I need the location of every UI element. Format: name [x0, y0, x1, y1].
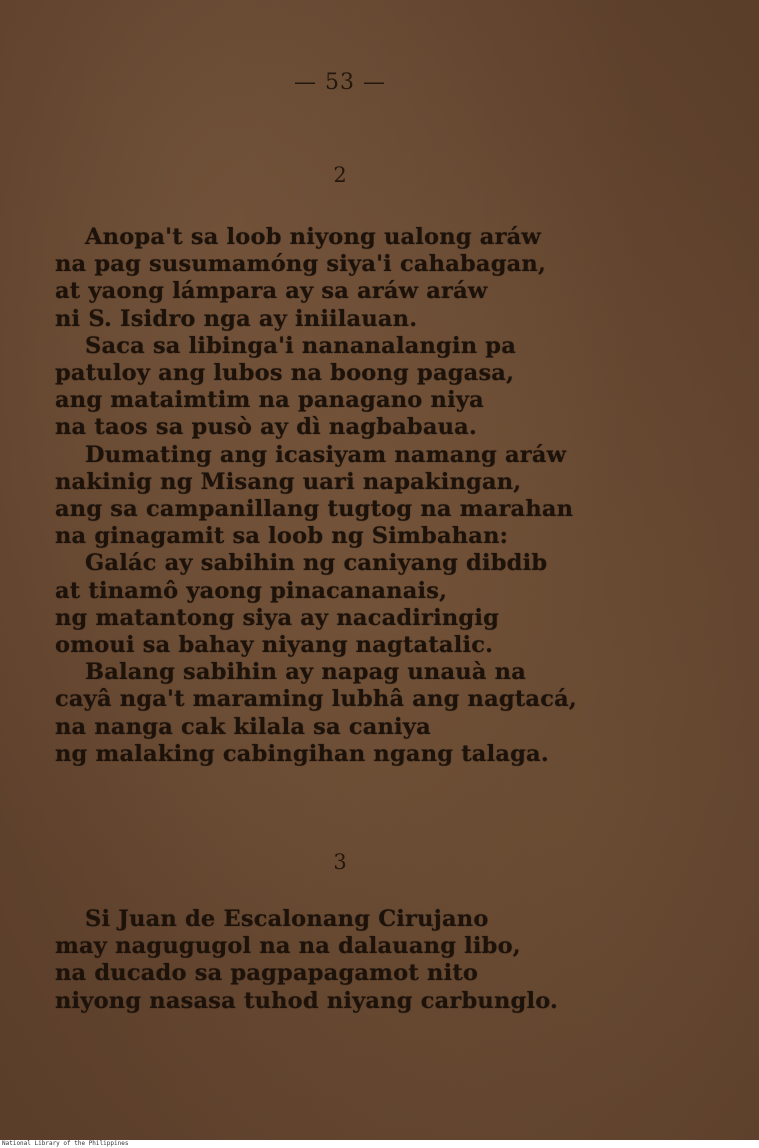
- verse-line: na ducado sa pagpapagamot nito: [55, 960, 479, 987]
- verse-line: na taos sa pusò ay dì nagbabaua.: [55, 414, 477, 441]
- verse-section-3: [55, 906, 675, 1015]
- verse-line: na nanga cak kilala sa caniya: [55, 713, 431, 740]
- verse-line: Balang sabihin ay napag unauà na: [85, 659, 526, 686]
- verse-line: ang mataimtim na panagano niya: [55, 387, 484, 414]
- verse-section-2: [55, 224, 675, 768]
- verse-line: ng matantong siya ay nacadiringig: [55, 604, 500, 631]
- verse-line: Saca sa libinga'i nananalangin pa: [85, 332, 517, 359]
- page-number: — 53 —: [294, 70, 386, 95]
- section-number-3: 3: [333, 850, 347, 874]
- verse-line: omoui sa bahay niyang nagtatalic.: [55, 632, 494, 659]
- verse-line: ni S. Isidro nga ay iniilauan.: [55, 305, 418, 332]
- verse-line: at yaong lámpara ay sa aráw aráw: [55, 278, 488, 305]
- verse-line: ng malaking cabingihan ngang talaga.: [55, 740, 549, 767]
- verse-line: patuloy ang lubos na boong pagasa,: [55, 360, 515, 387]
- verse-line: Dumating ang icasiyam namang aráw: [85, 441, 567, 468]
- verse-line: Si Juan de Escalonang Cirujano: [85, 906, 489, 932]
- verse-line: ang sa campanillang tugtog na marahan: [55, 496, 574, 523]
- verse-line: at tinamô yaong pinacananais,: [55, 577, 448, 604]
- section-number-2: 2: [333, 163, 347, 187]
- verse-line: niyong nasasa tuhod niyang carbunglo.: [55, 987, 559, 1014]
- verse-line: Anopa't sa loob niyong ualong aráw: [85, 224, 541, 250]
- verse-line: Galác ay sabihin ng caniyang dibdib: [85, 550, 548, 577]
- verse-line: cayâ nga't maraming lubhâ ang nagtacá,: [55, 686, 577, 713]
- verse-line: na ginagamit sa loob ng Simbahan:: [55, 523, 509, 550]
- verse-line: may nagugugol na na dalauang libo,: [55, 933, 521, 960]
- verse-line: na pag susumamóng siya'i cahabagan,: [55, 251, 546, 278]
- library-footer: National Library of the Philippines: [0, 1140, 759, 1148]
- verse-line: nakinig ng Misang uari napakingan,: [55, 468, 522, 495]
